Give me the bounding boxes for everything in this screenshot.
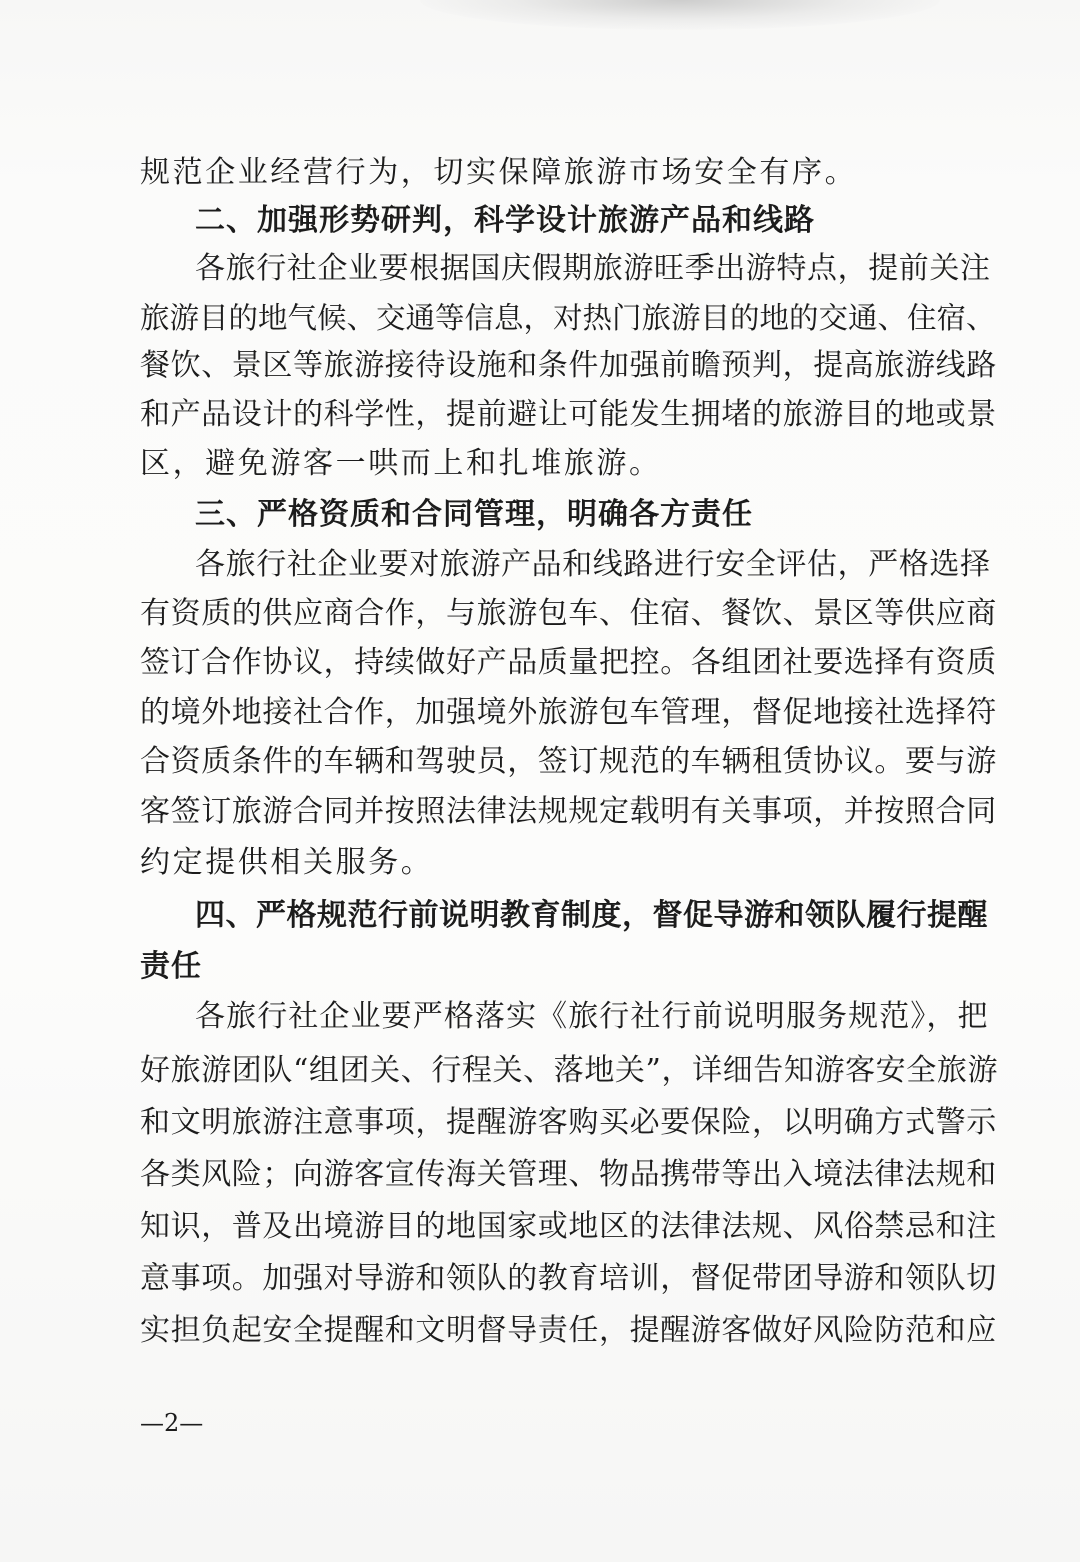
paragraph-line: 客签订旅游合同并按照法律法规规定载明有关事项，并按照合同 [140,794,997,829]
page-number: —2— [140,1409,204,1437]
paragraph-line: 各类风险；向游客宣传海关管理、物品携带等出入境法律法规和 [140,1157,997,1192]
section-heading-2: 二、加强形势研判，科学设计旅游产品和线路 [195,203,815,238]
paragraph-line: 各旅行社企业要根据国庆假期旅游旺季出游特点，提前关注 [195,251,991,286]
paragraph-line: 和文明旅游注意事项，提醒游客购买必要保险，以明确方式警示 [140,1105,997,1140]
paragraph-line: 的境外地接社合作，加强境外旅游包车管理，督促地接社选择符 [140,695,997,730]
paragraph-line: 意事项。加强对导游和领队的教育培训，督促带团导游和领队切 [140,1261,997,1296]
paragraph-line: 签订合作协议，持续做好产品质量把控。各组团社要选择有资质 [140,645,997,680]
paragraph-line: 旅游目的地气候、交通等信息，对热门旅游目的地的交通、住宿、 [140,301,996,335]
paragraph-line: 各旅行社企业要对旅游产品和线路进行安全评估，严格选择 [195,547,991,582]
paragraph-line: 有资质的供应商合作，与旅游包车、住宿、餐饮、景区等供应商 [140,596,997,631]
section-heading-3: 三、严格资质和合同管理，明确各方责任 [195,497,753,532]
paragraph-line: 知识，普及出境游目的地国家或地区的法律法规、风俗禁忌和注 [140,1209,997,1244]
paragraph-line: 和产品设计的科学性，提前避让可能发生拥堵的旅游目的地或景 [140,397,997,432]
paragraph-line: 实担负起安全提醒和文明督导责任，提醒游客做好风险防范和应 [140,1313,997,1348]
scan-shadow [420,0,940,30]
section-heading-4-continued: 责任 [140,949,202,984]
paragraph-line: 好旅游团队“组团关、行程关、落地关”，详细告知游客安全旅游 [140,1053,999,1088]
paragraph-line: 餐饮、景区等旅游接待设施和条件加强前瞻预判，提高旅游线路 [140,348,997,383]
paragraph-line: 规范企业经营行为，切实保障旅游市场安全有序。 [140,155,858,190]
paragraph-line: 合资质条件的车辆和驾驶员，签订规范的车辆租赁协议。要与游 [140,744,997,779]
paragraph-line: 约定提供相关服务。 [140,845,434,880]
paragraph-line: 区，避免游客一哄而上和扎堆旅游。 [140,446,662,481]
section-heading-4: 四、严格规范行前说明教育制度，督促导游和领队履行提醒 [195,898,988,933]
paragraph-line: 各旅行社企业要严格落实《旅行社行前说明服务规范》，把 [195,999,989,1034]
